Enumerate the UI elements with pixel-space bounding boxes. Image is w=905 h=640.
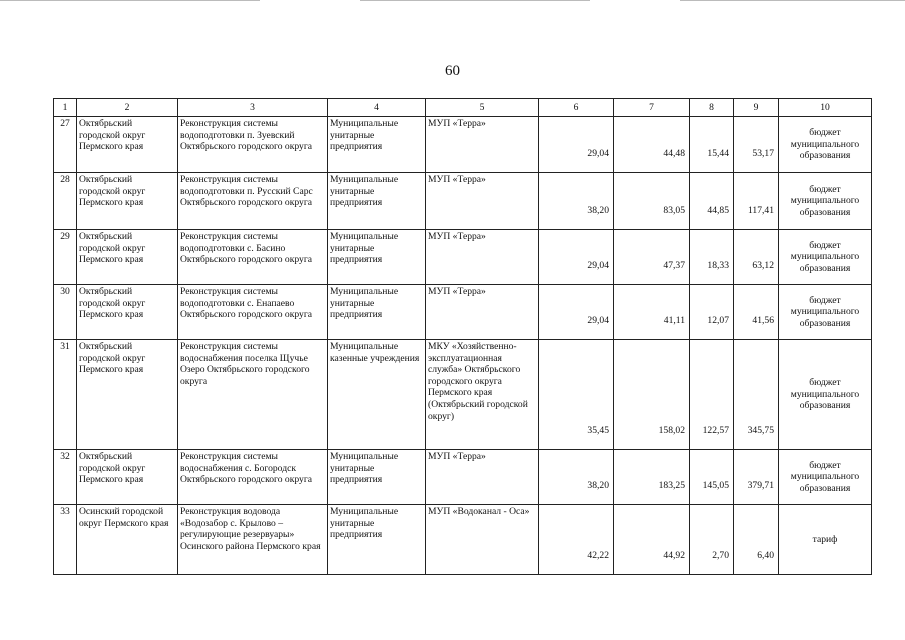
funding-source-cell: бюджет муниципального образования [779, 340, 872, 450]
funding-source-cell: бюджет муниципального образования [779, 230, 872, 285]
value-col8-cell: 15,44 [690, 117, 734, 173]
column-header: 3 [178, 99, 328, 117]
column-header: 8 [690, 99, 734, 117]
top-edge-line [0, 0, 260, 1]
table-row [54, 117, 872, 173]
territory-cell: Октябрьский городской округ Пермского края [77, 173, 178, 230]
funding-source-cell: бюджет муниципального образования [779, 117, 872, 173]
value-col6-cell: 29,04 [539, 230, 614, 285]
value-col8-cell: 12,07 [690, 285, 734, 340]
value-col7-cell: 47,37 [614, 230, 690, 285]
header-row [54, 99, 872, 117]
project-cell: Реконструкция водовода «Водозабор с. Крылово – регулирующие резервуары» Осинского района Пермского края [178, 505, 328, 575]
project-cell: Реконструкция системы водоподготовки п. Зуевский Октябрьского городского округа [178, 117, 328, 173]
column-header: 7 [614, 99, 690, 117]
column-header: 10 [779, 99, 872, 117]
table-row [54, 505, 872, 575]
value-col6-cell: 35,45 [539, 340, 614, 450]
row-number: 32 [54, 450, 77, 505]
value-col9-cell: 6,40 [734, 505, 779, 575]
column-header: 1 [54, 99, 77, 117]
org-type-cell: Муниципальные унитарные предприятия [328, 117, 426, 173]
column-header: 2 [77, 99, 178, 117]
value-col9-cell: 379,71 [734, 450, 779, 505]
territory-cell: Октябрьский городской округ Пермского края [77, 285, 178, 340]
table-row [54, 450, 872, 505]
org-type-cell: Муниципальные унитарные предприятия [328, 285, 426, 340]
organization-cell: МУП «Терра» [426, 173, 539, 230]
org-type-cell: Муниципальные унитарные предприятия [328, 230, 426, 285]
territory-cell: Октябрьский городской округ Пермского края [77, 117, 178, 173]
value-col9-cell: 53,17 [734, 117, 779, 173]
organization-cell: МУП «Водоканал - Оса» [426, 505, 539, 575]
table-row [54, 173, 872, 230]
organization-cell: МКУ «Хозяйственно-эксплуатационная служба» Октябрьского городского округа Пермского края (Октябрьский городской округ) [426, 340, 539, 450]
top-edge-line [680, 0, 905, 1]
document-table [53, 98, 872, 575]
value-col9-cell: 345,75 [734, 340, 779, 450]
column-header: 9 [734, 99, 779, 117]
value-col7-cell: 183,25 [614, 450, 690, 505]
project-cell: Реконструкция системы водоснабжения с. Богородск Октябрьского городского округа [178, 450, 328, 505]
org-type-cell: Муниципальные унитарные предприятия [328, 173, 426, 230]
table-row [54, 230, 872, 285]
page-number: 60 [445, 63, 460, 79]
org-type-cell: Муниципальные унитарные предприятия [328, 450, 426, 505]
project-cell: Реконструкция системы водоподготовки с. Енапаево Октябрьского городского округа [178, 285, 328, 340]
org-type-cell: Муниципальные унитарные предприятия [328, 505, 426, 575]
project-cell: Реконструкция системы водоподготовки п. Русский Сарс Октябрьского городского округа [178, 173, 328, 230]
table-row [54, 285, 872, 340]
column-header: 4 [328, 99, 426, 117]
row-number: 27 [54, 117, 77, 173]
project-cell: Реконструкция системы водоснабжения поселка Щучье Озеро Октябрьского городского округа [178, 340, 328, 450]
value-col9-cell: 63,12 [734, 230, 779, 285]
organization-cell: МУП «Терра» [426, 285, 539, 340]
row-number: 28 [54, 173, 77, 230]
value-col8-cell: 2,70 [690, 505, 734, 575]
value-col6-cell: 29,04 [539, 285, 614, 340]
funding-source-cell: тариф [779, 505, 872, 575]
value-col7-cell: 44,92 [614, 505, 690, 575]
value-col6-cell: 29,04 [539, 117, 614, 173]
row-number: 33 [54, 505, 77, 575]
value-col9-cell: 41,56 [734, 285, 779, 340]
organization-cell: МУП «Терра» [426, 117, 539, 173]
funding-source-cell: бюджет муниципального образования [779, 450, 872, 505]
value-col7-cell: 83,05 [614, 173, 690, 230]
value-col7-cell: 44,48 [614, 117, 690, 173]
organization-cell: МУП «Терра» [426, 230, 539, 285]
row-number: 29 [54, 230, 77, 285]
row-number: 31 [54, 340, 77, 450]
project-cell: Реконструкция системы водоподготовки с. Басино Октябрьского городского округа [178, 230, 328, 285]
territory-cell: Осинский городской округ Пермского края [77, 505, 178, 575]
value-col9-cell: 117,41 [734, 173, 779, 230]
value-col6-cell: 38,20 [539, 173, 614, 230]
value-col6-cell: 42,22 [539, 505, 614, 575]
column-header: 5 [426, 99, 539, 117]
territory-cell: Октябрьский городской округ Пермского края [77, 340, 178, 450]
funding-source-cell: бюджет муниципального образования [779, 173, 872, 230]
column-header: 6 [539, 99, 614, 117]
funding-source-cell: бюджет муниципального образования [779, 285, 872, 340]
territory-cell: Октябрьский городской округ Пермского края [77, 230, 178, 285]
value-col7-cell: 41,11 [614, 285, 690, 340]
organization-cell: МУП «Терра» [426, 450, 539, 505]
value-col8-cell: 122,57 [690, 340, 734, 450]
value-col8-cell: 145,05 [690, 450, 734, 505]
value-col8-cell: 18,33 [690, 230, 734, 285]
row-number: 30 [54, 285, 77, 340]
value-col6-cell: 38,20 [539, 450, 614, 505]
territory-cell: Октябрьский городской округ Пермского края [77, 450, 178, 505]
table-row [54, 340, 872, 450]
org-type-cell: Муниципальные казенные учреждения [328, 340, 426, 450]
value-col8-cell: 44,85 [690, 173, 734, 230]
value-col7-cell: 158,02 [614, 340, 690, 450]
top-edge-line [360, 0, 590, 1]
